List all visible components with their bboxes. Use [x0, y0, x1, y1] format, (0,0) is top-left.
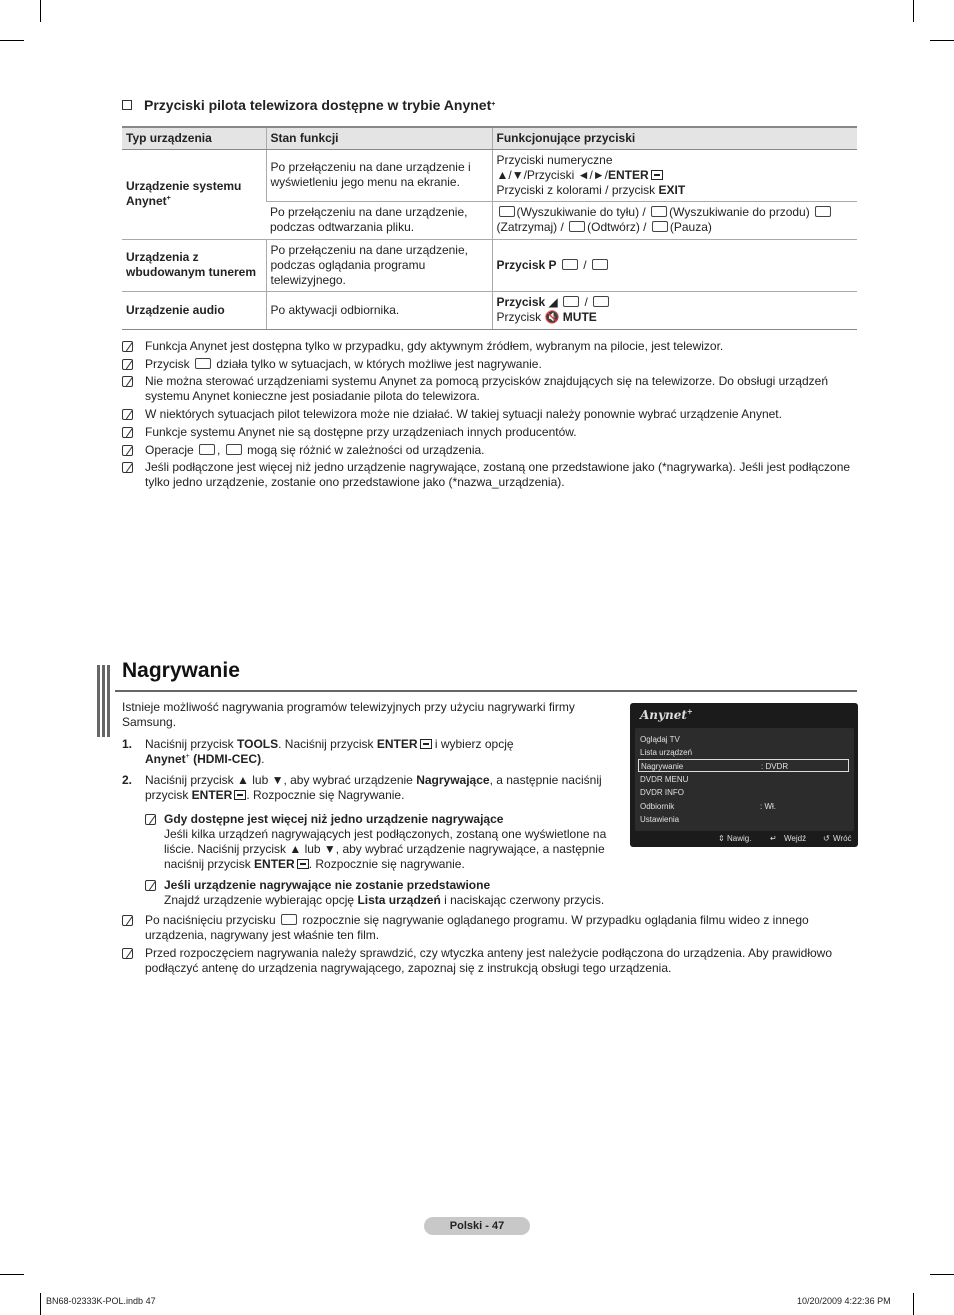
- table-row: [122, 149, 857, 201]
- crop-mark: [0, 1274, 24, 1275]
- title-divider: [115, 690, 857, 692]
- enter-icon: ↵: [770, 834, 777, 843]
- note-icon: [145, 814, 156, 825]
- note: Funkcje systemu Anynet nie są dostępne przy urządzeniach innych producentów.: [122, 425, 857, 442]
- enter-icon: [297, 859, 309, 869]
- navigate-icon: ⇕: [718, 834, 725, 843]
- crop-mark: [40, 1293, 41, 1315]
- note-icon: [122, 445, 133, 456]
- channel-down-icon: [592, 259, 608, 270]
- stop-icon: [815, 206, 831, 217]
- crop-mark: [913, 1293, 914, 1315]
- note-icon: [122, 376, 133, 387]
- footer-date: 10/20/2009 4:22:36 PM: [797, 1296, 891, 1306]
- fast-forward-icon: [651, 206, 667, 217]
- enter-icon: [651, 170, 663, 180]
- note: Funkcja Anynet jest dostępna tylko w przypadku, gdy aktywnym źródłem, wybranym na pilocie, jest telewizor.: [122, 339, 857, 356]
- note: Przycisk działa tylko w sytuacjach, w których możliwe jest nagrywanie.: [122, 357, 857, 374]
- record-icon: [281, 914, 297, 925]
- step: 1. Naciśnij przycisk TOOLS. Naciśnij przycisk ENTER i wybierz opcję Anynet+ (HDMI-CEC).: [122, 737, 514, 766]
- menu-item[interactable]: Ustawienia: [640, 815, 680, 824]
- menu-footer: [630, 832, 858, 846]
- table-row: [122, 291, 857, 329]
- play-icon: [569, 221, 585, 232]
- table-header: Stan funkcji: [266, 127, 492, 149]
- page-number: Polski - 47: [424, 1217, 530, 1235]
- enter-icon: [234, 790, 246, 800]
- volume-icon: ◢: [548, 295, 558, 309]
- table-cell-state: Po przełączeniu na dane urządzenie i wyświetleniu jego menu na ekranie.: [266, 149, 492, 201]
- intro-text: Istnieje możliwość nagrywania programów telewizyjnych przy użyciu nagrywarki firmy Samsung.: [122, 700, 575, 729]
- table-cell-device: Urządzenie audio: [122, 291, 266, 329]
- menu-item[interactable]: Oglądaj TV: [640, 735, 680, 744]
- table-header: Typ urządzenia: [122, 127, 266, 149]
- footer-file: BN68-02333K-POL.indb 47: [46, 1296, 156, 1306]
- menu-item-selected[interactable]: Nagrywanie : DVDR: [638, 759, 849, 772]
- note: Operacje , mogą się różnić w zależności od urządzenia.: [122, 443, 857, 460]
- footer-nav: Nawig.: [727, 834, 752, 843]
- pause-icon: [652, 221, 668, 232]
- checkbox-bullet-icon: [122, 100, 132, 110]
- note-icon: [122, 427, 133, 438]
- step: 2. Naciśnij przycisk ▲ lub ▼, aby wybrać urządzenie Nagrywające, a następnie naciśnij przycisk ENTER . Rozpocznie się Nagrywanie.: [122, 773, 602, 802]
- table-cell-buttons: Przycisk P /: [492, 239, 857, 291]
- table-cell-state: Po aktywacji odbiornika.: [266, 291, 492, 329]
- section-title-bar: [97, 665, 110, 737]
- page-title: Nagrywanie: [122, 659, 240, 682]
- note-icon: [145, 880, 156, 891]
- menu-item[interactable]: DVDR MENU: [640, 775, 689, 784]
- table-cell-state: Po przełączeniu na dane urządzenie, podczas odtwarzania pliku.: [266, 201, 492, 239]
- table-cell-device: Urządzenie systemu Anynet+: [122, 149, 266, 239]
- note-icon: [122, 409, 133, 420]
- table-cell-buttons: (Wyszukiwanie do tyłu) / (Wyszukiwanie do przodu) (Zatrzymaj) / (Odtwórz) / (Pauza): [492, 201, 857, 239]
- note: W niektórych sytuacjach pilot telewizora może nie działać. W takiej sytuacji należy ponownie wybrać urządzenie Anynet.: [122, 407, 857, 424]
- record-icon: [195, 358, 211, 369]
- footer-enter: Wejdź: [784, 834, 807, 843]
- note: Po naciśnięciu przycisku rozpocznie się nagrywanie oglądanego programu. W przypadku oglądania filmu wideo z innego urządzenia, nagrywany jest właśnie ten film.: [122, 913, 857, 943]
- rewind-icon: [499, 206, 515, 217]
- note-icon: [122, 948, 133, 959]
- table-cell-buttons: Przycisk ◢ / Przycisk 🔇 MUTE: [492, 291, 857, 329]
- table-cell-state: Po przełączeniu na dane urządzenie, podczas oglądania programu telewizyjnego.: [266, 239, 492, 291]
- crop-mark: [913, 0, 914, 22]
- fast-forward-icon: [226, 444, 242, 455]
- crop-mark: [930, 1274, 954, 1275]
- anynet-logo: Anynet+: [640, 707, 693, 722]
- section-heading-text: Przyciski pilota telewizora dostępne w trybie Anynet: [144, 97, 492, 113]
- volume-down-icon: [593, 296, 609, 307]
- menu-item[interactable]: DVDR INFO: [640, 788, 684, 797]
- note-icon: [122, 341, 133, 352]
- menu-item[interactable]: Odbiornik : Wł.: [640, 802, 776, 811]
- crop-mark: [0, 40, 24, 41]
- mute-icon: 🔇: [544, 310, 560, 324]
- table-header: Funkcjonujące przyciski: [492, 127, 857, 149]
- note-icon: [122, 915, 133, 926]
- note-icon: [122, 359, 133, 370]
- channel-up-icon: [562, 259, 578, 270]
- note-icon: [122, 462, 133, 473]
- note: Nie można sterować urządzeniami systemu Anynet za pomocą przycisków znajdujących się na telewizorze. Do obsługi urządzeń systemu Anynet konieczne jest posiadanie pilota do telewizora.: [122, 374, 857, 404]
- return-icon: ↺: [823, 834, 830, 843]
- crop-mark: [40, 0, 41, 22]
- table-cell-buttons: Przyciski numeryczne ▲/▼/Przyciski ◄/►/ENTER Przyciski z kolorami / przycisk EXIT: [492, 149, 857, 201]
- note: Przed rozpoczęciem nagrywania należy sprawdzić, czy wtyczka anteny jest należycie podłączona do urządzenia. Aby prawidłowo podłączyć antenę do urządzenia nagrywającego, zapoznaj się z instrukcją obsługi tego urządzenia.: [122, 946, 857, 976]
- menu-item[interactable]: Lista urządzeń: [640, 748, 693, 757]
- table-cell-device: Urządzenia z wbudowanym tunerem: [122, 239, 266, 291]
- rewind-icon: [199, 444, 215, 455]
- table-row: [122, 239, 857, 291]
- note: Jeśli podłączone jest więcej niż jedno urządzenie nagrywające, zostaną one przedstawione jako (*nagrywarka). Jeśli jest podłączone tylko jedno urządzenie, zostanie ono przedstawione jako (*nazwa_urządzenia).: [122, 460, 857, 490]
- crop-mark: [930, 40, 954, 41]
- subnote: Gdy dostępne jest więcej niż jedno urządzenie nagrywające Jeśli kilka urządzeń nagrywających jest podłączonych, zostaną one wyświetlone na liście. Naciśnij przycisk ▲ lub ▼, aby wybrać urządzenie nagrywające, a następnie naciśnij przycisk ENTER . Rozpocznie się nagrywanie.: [145, 812, 625, 872]
- enter-icon: [420, 739, 432, 749]
- section-heading: Przyciski pilota telewizora dostępne w trybie Anynet +: [122, 97, 495, 113]
- footer-return: Wróć: [833, 834, 852, 843]
- remote-buttons-table: [122, 126, 857, 330]
- subnote: Jeśli urządzenie nagrywające nie zostanie przedstawione Znajdź urządzenie wybierając opcję Lista urządzeń i naciskając czerwony przycis.: [145, 878, 625, 908]
- anynet-menu-screenshot: [630, 703, 858, 847]
- volume-up-icon: [563, 296, 579, 307]
